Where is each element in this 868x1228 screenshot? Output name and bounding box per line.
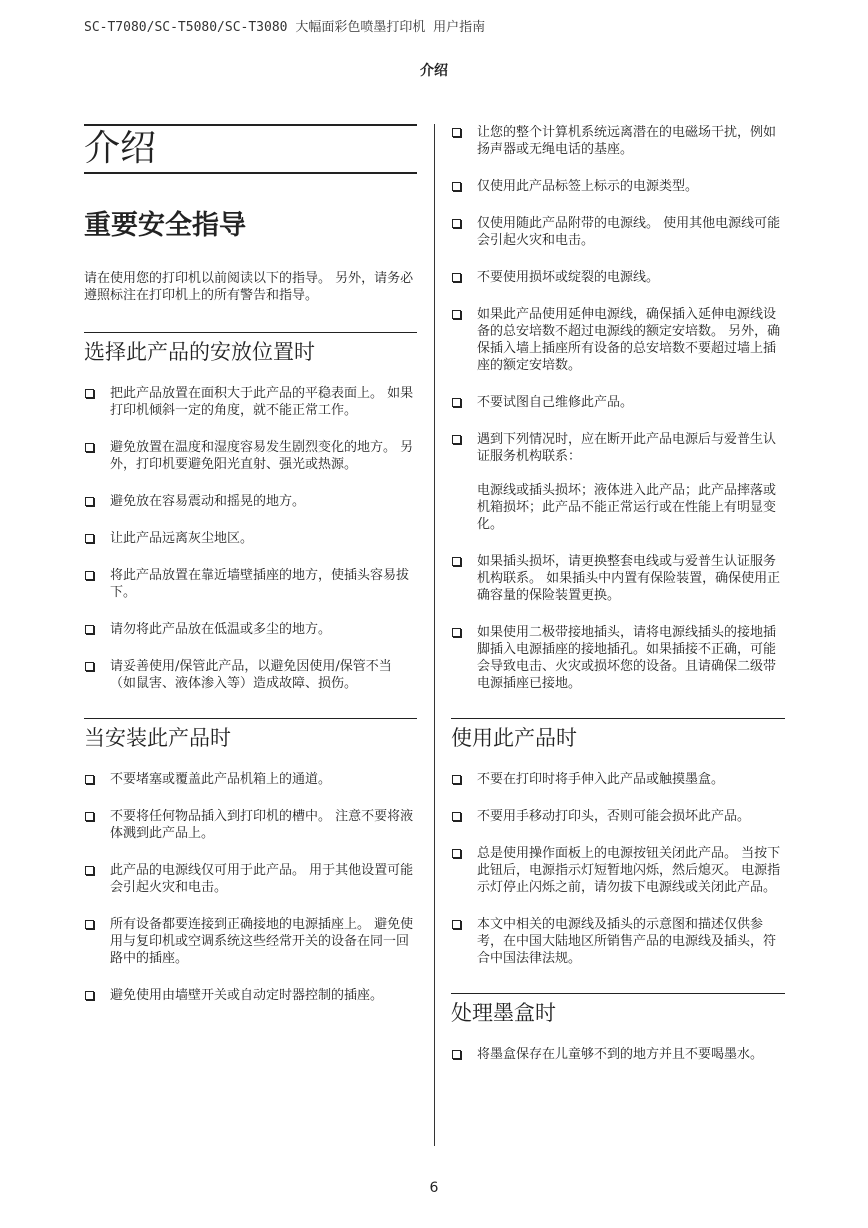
checkbox-bullet-icon — [452, 628, 461, 637]
checkbox-bullet-icon — [85, 775, 94, 784]
checkbox-bullet-icon — [85, 534, 94, 543]
right-column — [451, 124, 785, 1089]
checkbox-bullet-icon — [452, 310, 461, 319]
use-heading: 使用此产品时 — [451, 718, 785, 751]
list-item: 避免放在容易震动和摇晃的地方。 — [84, 493, 417, 510]
list-item: 不要用手移动打印头，否则可能会损坏此产品。 — [451, 808, 785, 825]
safety-heading: 重要安全指导 — [84, 210, 246, 241]
list-item: 让您的整个计算机系统远离潜在的电磁场干扰，例如扬声器或无绳电话的基座。 — [451, 124, 785, 158]
list-item: 将此产品放置在靠近墙壁插座的地方，使插头容易拔下。 — [84, 567, 417, 601]
list-item: 总是使用操作面板上的电源按钮关闭此产品。 当按下此钮后，电源指示灯短暂地闪烁，然后熄灭。 电源指示灯停止闪烁之前，请勿拔下电源线或关闭此产品。 — [451, 845, 785, 896]
checkbox-bullet-icon — [85, 866, 94, 875]
placement-heading: 选择此产品的安放位置时 — [84, 332, 417, 365]
power-list — [451, 124, 785, 692]
list-item: 仅使用随此产品附带的电源线。 使用其他电源线可能会引起火灾和电击。 — [451, 215, 785, 249]
placement-list — [84, 385, 417, 692]
list-item: 把此产品放置在面积大于此产品的平稳表面上。 如果打印机倾斜一定的角度，就不能正常工作。 — [84, 385, 417, 419]
checkbox-bullet-icon — [85, 625, 94, 634]
chapter-heading: 介绍 — [84, 124, 417, 174]
list-item: 将墨盒保存在儿童够不到的地方并且不要喝墨水。 — [451, 1046, 785, 1063]
list-item: 请妥善使用/保管此产品，以避免因使用/保管不当 （如鼠害、液体渗入等）造成故障、损伤。 — [84, 658, 417, 692]
intro-paragraph: 请在使用您的打印机以前阅读以下的指导。 另外，请务必遵照标注在打印机上的所有警告和指导。 — [84, 271, 414, 303]
checkbox-bullet-icon — [85, 662, 94, 671]
checkbox-bullet-icon — [452, 398, 461, 407]
page-number: 6 — [429, 1180, 439, 1196]
list-item: 如果使用二极带接地插头，请将电源线插头的接地插脚插入电源插座的接地插孔。如果插接不正确，可能会导致电击、火灾或损坏您的设备。且请确保二级带电源插座已接地。 — [451, 624, 785, 692]
checkbox-bullet-icon — [452, 182, 461, 191]
list-item: 如果此产品使用延伸电源线，确保插入延伸电源线设备的总安培数不超过电源线的额定安培数。 另外，确保插入墙上插座所有设备的总安培数不要超过墙上插座的额定安培数。 — [451, 306, 785, 374]
checkbox-bullet-icon — [452, 273, 461, 282]
checkbox-bullet-icon — [452, 128, 461, 137]
ink-heading: 处理墨盒时 — [451, 993, 785, 1026]
checkbox-bullet-icon — [85, 991, 94, 1000]
left-column — [84, 124, 417, 1030]
checkbox-bullet-icon — [85, 920, 94, 929]
list-item: 如果插头损坏，请更换整套电线或与爱普生认证服务机构联系。 如果插头中内置有保险装置，确保使用正确容量的保险装置更换。 — [451, 553, 785, 604]
list-item: 仅使用此产品标签上标示的电源类型。 — [451, 178, 785, 195]
service-conditions: 电源线或插头损坏；液体进入此产品；此产品摔落或机箱损坏；此产品不能正常运行或在性能上有明显变化。 — [477, 483, 777, 532]
list-item: 不要堵塞或覆盖此产品机箱上的通道。 — [84, 771, 417, 788]
list-item: 此产品的电源线仅可用于此产品。 用于其他设置可能会引起火灾和电击。 — [84, 862, 417, 896]
checkbox-bullet-icon — [452, 849, 461, 858]
list-item: 不要将任何物品插入到打印机的槽中。 注意不要将液体溅到此产品上。 — [84, 808, 417, 842]
list-item: 让此产品远离灰尘地区。 — [84, 530, 417, 547]
checkbox-bullet-icon — [85, 443, 94, 452]
list-item: 请勿将此产品放在低温或多尘的地方。 — [84, 621, 417, 638]
checkbox-bullet-icon — [452, 1050, 461, 1059]
column-divider — [434, 124, 435, 1146]
list-item: 不要使用损坏或绽裂的电源线。 — [451, 269, 785, 286]
checkbox-bullet-icon — [85, 389, 94, 398]
checkbox-bullet-icon — [452, 812, 461, 821]
checkbox-bullet-icon — [452, 435, 461, 444]
list-item: 避免放置在温度和湿度容易发生剧烈变化的地方。 另外，打印机要避免阳光直射、强光或热源。 — [84, 439, 417, 473]
list-item: 不要在打印时将手伸入此产品或触摸墨盒。 — [451, 771, 785, 788]
checkbox-bullet-icon — [452, 775, 461, 784]
checkbox-bullet-icon — [85, 571, 94, 580]
list-item: 遇到下列情况时，应在断开此产品电源后与爱普生认证服务机构联系： 电源线或插头损坏；液体进入此产品；此产品摔落或机箱损坏；此产品不能正常运行或在性能上有明显变化。 — [451, 431, 785, 533]
list-item: 所有设备都要连接到正确接地的电源插座上。 避免使用与复印机或空调系统这些经常开关的设备在同一回路中的插座。 — [84, 916, 417, 967]
checkbox-bullet-icon — [85, 812, 94, 821]
list-item: 避免使用由墙壁开关或自动定时器控制的插座。 — [84, 987, 417, 1004]
checkbox-bullet-icon — [452, 557, 461, 566]
checkbox-bullet-icon — [452, 219, 461, 228]
use-list — [451, 771, 785, 967]
checkbox-bullet-icon — [85, 497, 94, 506]
install-list — [84, 771, 417, 1004]
ink-list — [451, 1046, 785, 1063]
checkbox-bullet-icon — [452, 920, 461, 929]
document-header: SC-T7080/SC-T5080/SC-T3080 大幅面彩色喷墨打印机 用户指南 — [84, 20, 486, 35]
install-heading: 当安装此产品时 — [84, 718, 417, 751]
list-item: 本文中相关的电源线及插头的示意图和描述仅供参考，在中国大陆地区所销售产品的电源线及插头，符合中国法律法规。 — [451, 916, 785, 967]
section-title: 介绍 — [420, 63, 448, 79]
list-item: 不要试图自己维修此产品。 — [451, 394, 785, 411]
